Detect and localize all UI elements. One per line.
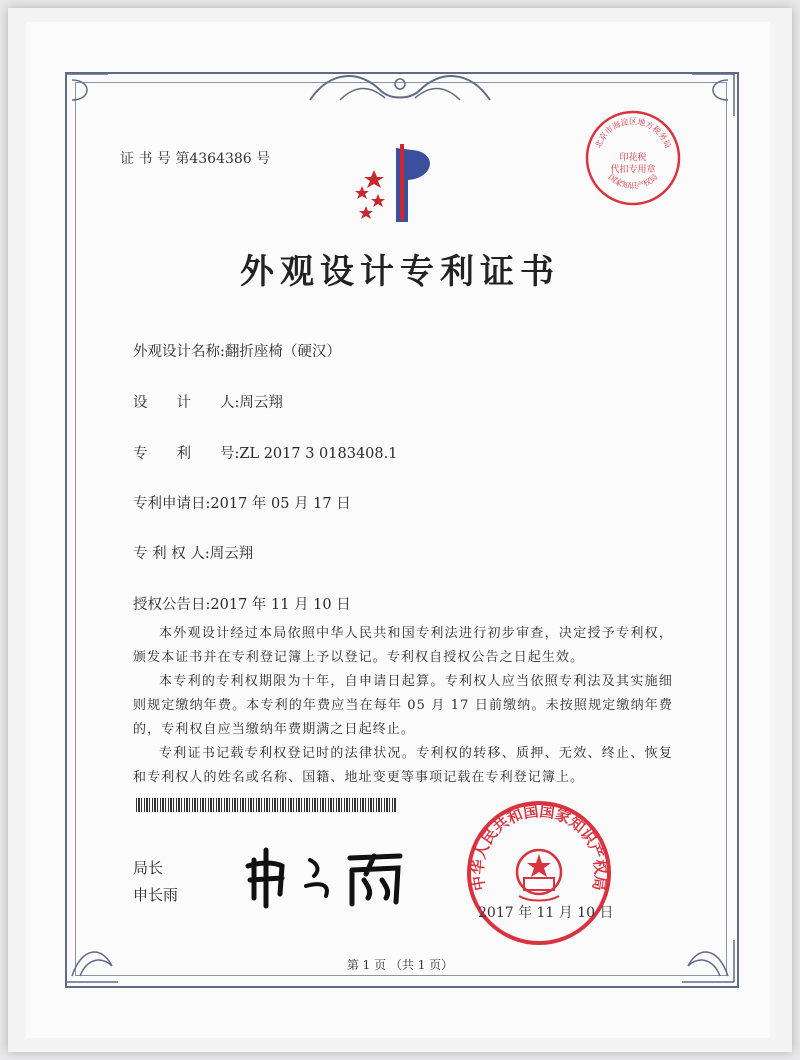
field-label: 专利申请日: <box>133 496 211 512</box>
body-paragraph-3: 专利证书记载专利权登记时的法律状况。专利权的转移、质押、无效、终止、恢复和专利权人的姓名或名称、国籍、地址变更等事项记载在专利登记簿上。 <box>133 746 673 785</box>
director-name: 申长雨 <box>133 886 179 904</box>
field-label: 授权公告日: <box>133 597 211 613</box>
field-value: 2017 年 05 月 17 日 <box>210 496 351 512</box>
field-value: 周云翔 <box>239 395 283 411</box>
field-grant-date <box>133 593 351 614</box>
official-seal-ring: 中华人民共和国国家知识产权局 <box>468 802 610 893</box>
field-value: ZL 2017 3 0183408.1 <box>239 446 398 462</box>
field-design-name <box>133 340 341 361</box>
sipo-logo <box>340 140 450 230</box>
tax-stamp-line1: 印花税 <box>619 153 647 163</box>
tax-stamp <box>583 108 683 208</box>
svg-text:国家知识产权局 <box>607 172 660 190</box>
director-signature <box>240 840 420 910</box>
field-label: 专 利 号: <box>133 446 240 462</box>
field-value: 2017 年 11 月 10 日 <box>210 597 351 613</box>
field-patentee <box>133 542 253 563</box>
field-patent-number <box>133 442 397 463</box>
page-title: 外观设计专利证书 <box>240 252 560 292</box>
body-paragraph-1: 本外观设计经过本局依照中华人民共和国专利法进行初步审查，决定授予专利权，颁发本证书并在专利登记簿上予以登记。专利权自授权公告之日起生效。 <box>133 626 673 665</box>
barcode <box>136 798 396 812</box>
field-label: 专 利 权 人: <box>133 546 210 562</box>
field-label: 外观设计名称: <box>133 344 225 360</box>
tax-stamp-ring: 北京市海淀区地方税务局 <box>593 117 673 150</box>
top-ornament <box>300 70 500 110</box>
field-application-date <box>133 492 351 513</box>
page-footer: 第 1 页 （共 1 页） <box>346 958 454 972</box>
field-label: 设 计 人: <box>133 395 240 411</box>
certificate-number: 证 书 号 第4364386 号 <box>120 151 271 167</box>
seal-date: 2017 年 11 月 10 日 <box>478 905 614 921</box>
tax-stamp-bottom: 国家知识产权局 <box>606 172 660 191</box>
body-paragraph-2: 本专利的专利权期限为十年，自申请日起算。专利权人应当依照专利法及其实施细则规定缴纳年费。本专利的年费应当在每年 05 月 17 日前缴纳。未按照规定缴纳年费的，专利权自应当缴纳年费期满之日起终止。 <box>133 674 673 737</box>
field-value: 周云翔 <box>209 546 254 562</box>
corner-ornament-top-right <box>688 70 738 120</box>
official-seal <box>464 798 614 948</box>
field-designer <box>133 391 283 412</box>
corner-ornament-top-left <box>62 70 112 120</box>
field-value: 翻折座椅（硬汉） <box>224 344 341 360</box>
tax-stamp-line2: 代扣专用章 <box>610 165 656 175</box>
director-title: 局长 <box>133 859 164 877</box>
